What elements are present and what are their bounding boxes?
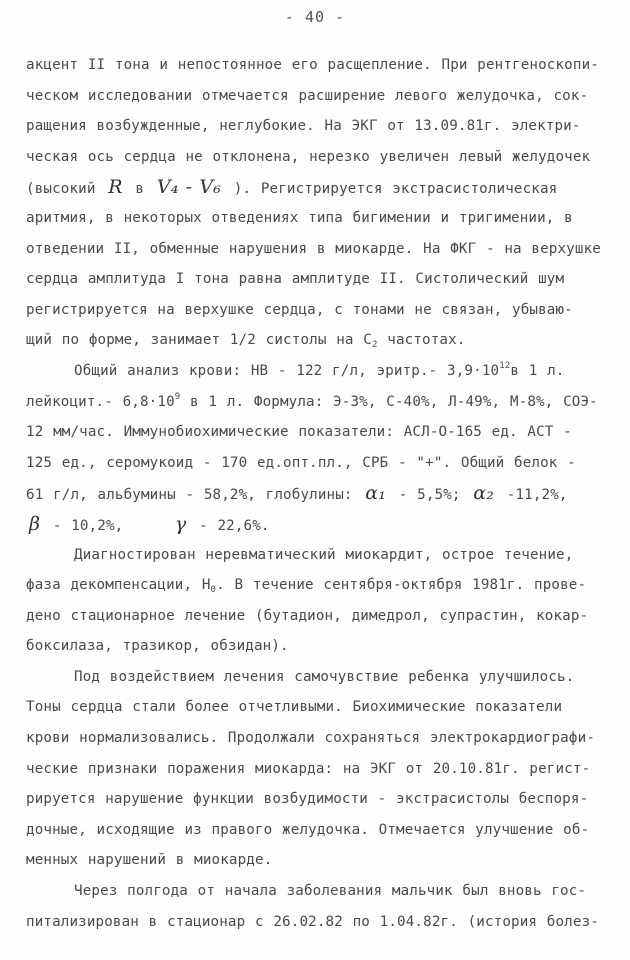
text-line: боксилаза, тразикор, обзидан).: [26, 638, 289, 655]
text-line-with-handwriting: [26, 509, 606, 540]
text-fragment: в 1 л. Формула: Э-3%, С-40%, Л-49%, М-8%, СОЭ-: [190, 393, 598, 410]
text-line: [26, 325, 606, 356]
text-line: ческая ось сердца не отклонена, нерезко увеличен левый желудочек: [26, 148, 591, 165]
text-fragment: щий по форме, занимает 1/2 систолы на С: [26, 332, 372, 349]
superscript: 12: [499, 360, 511, 371]
text-fragment: в: [135, 181, 145, 198]
text-line: дочные, исходящие из правого желудочка. Отмечается улучшение об-: [26, 821, 590, 838]
text-line: ращения возбужденные, неглубокие. На ЭКГ от 13.09.81г. электри-: [26, 118, 581, 135]
text-fragment: - 22,6%.: [199, 517, 270, 534]
text-fragment: - 10,2%,: [52, 517, 124, 534]
subscript: 0: [210, 585, 217, 596]
paragraph-start: Под воздействием лечения самочувствие ребенка улучшилось.: [74, 668, 575, 685]
text-line-with-handwriting: [26, 478, 606, 509]
body-text: [26, 50, 606, 937]
text-fragment: . В течение сентября-октября 1981г. прове-: [216, 577, 587, 594]
text-fragment: ). Регистрируется экстрасистолическая: [233, 181, 558, 198]
subscript: 2: [371, 340, 378, 351]
text-fragment: фаза декомпенсации, Н: [26, 577, 211, 594]
text-line: ческом исследовании отмечается расширение левого желудочка, сок-: [26, 87, 589, 104]
text-line: дено стационарное лечение (бутадион, димедрол, супрастин, кокар-: [26, 607, 589, 624]
text-fragment: частотах.: [387, 332, 466, 349]
page-number: - 40 -: [284, 8, 346, 26]
handwritten-r: R: [108, 176, 123, 199]
text-line-with-handwriting: [26, 172, 606, 203]
text-line: акцент II тона и непостоянное его расщепление. При рентгеноскопи-: [26, 57, 599, 73]
text-fragment: лейкоцит.- 6,8·10: [26, 393, 175, 410]
text-line: 125 ед., серомукоид - 170 ед.опт.пл., СРБ - "+". Общий белок -: [26, 454, 576, 471]
text-line: [26, 387, 606, 418]
text-line: Тоны сердца стали более отчетливыми. Биохимические показатели: [26, 699, 563, 716]
handwritten-leads: V₄ - V₆: [156, 176, 222, 199]
text-fragment: в 1 л.: [510, 362, 565, 379]
text-line: сердца амплитуда I тона равна амплитуде II. Систолический шум: [26, 271, 565, 288]
text-fragment: 61 г/л, альбумины - 58,2%, глобулины:: [26, 487, 353, 504]
handwritten-alpha1: α₁: [365, 482, 387, 505]
text-line: отведении II, обменные нарушения в миокарде. На ФКГ - на верхушке: [26, 240, 601, 257]
text-line: рируется нарушение функции возбудимости - экстрасистолы беспоря-: [26, 791, 589, 808]
text-fragment: - 5,5%;: [398, 487, 461, 504]
text-fragment: Общий анализ крови: НВ - 122 г/л, эритр.- 3,9·10: [74, 362, 500, 379]
text-line: 12 мм/час. Иммунобиохимические показатели: АСЛ-О-165 ед. АСТ -: [26, 424, 572, 441]
text-line: ческие признаки поражения миокарда: на ЭКГ от 20.10.81г. регист-: [26, 760, 591, 777]
text-line: регистрируется на верхушке сердца, с тонами не связан, убываю-: [26, 301, 573, 318]
text-line: крови нормализовались. Продолжали сохраняться электрокардиографи-: [26, 730, 595, 747]
handwritten-alpha2: α₂: [473, 482, 495, 505]
superscript: 9: [174, 391, 181, 402]
text-line: питализирован в стационар с 26.02.82 по 1.04.82г. (история болез-: [26, 913, 599, 930]
paragraph-start: Диагностирован неревматический миокардит, острое течение,: [74, 546, 574, 563]
text-fragment: (высокий: [26, 181, 96, 198]
text-line: [26, 570, 606, 601]
text-line: аритмия, в некоторых отведениях типа бигимении и тригимении, в: [26, 209, 573, 226]
paragraph-start: Через полгода от начала заболевания мальчик был вновь гос-: [74, 883, 587, 900]
text-line: менных нарушений в миокарде.: [26, 852, 273, 869]
text-fragment: -11,2%,: [506, 487, 568, 504]
handwritten-gamma: γ: [174, 512, 187, 535]
paragraph-start: [26, 356, 606, 387]
handwritten-beta: β: [29, 512, 41, 535]
